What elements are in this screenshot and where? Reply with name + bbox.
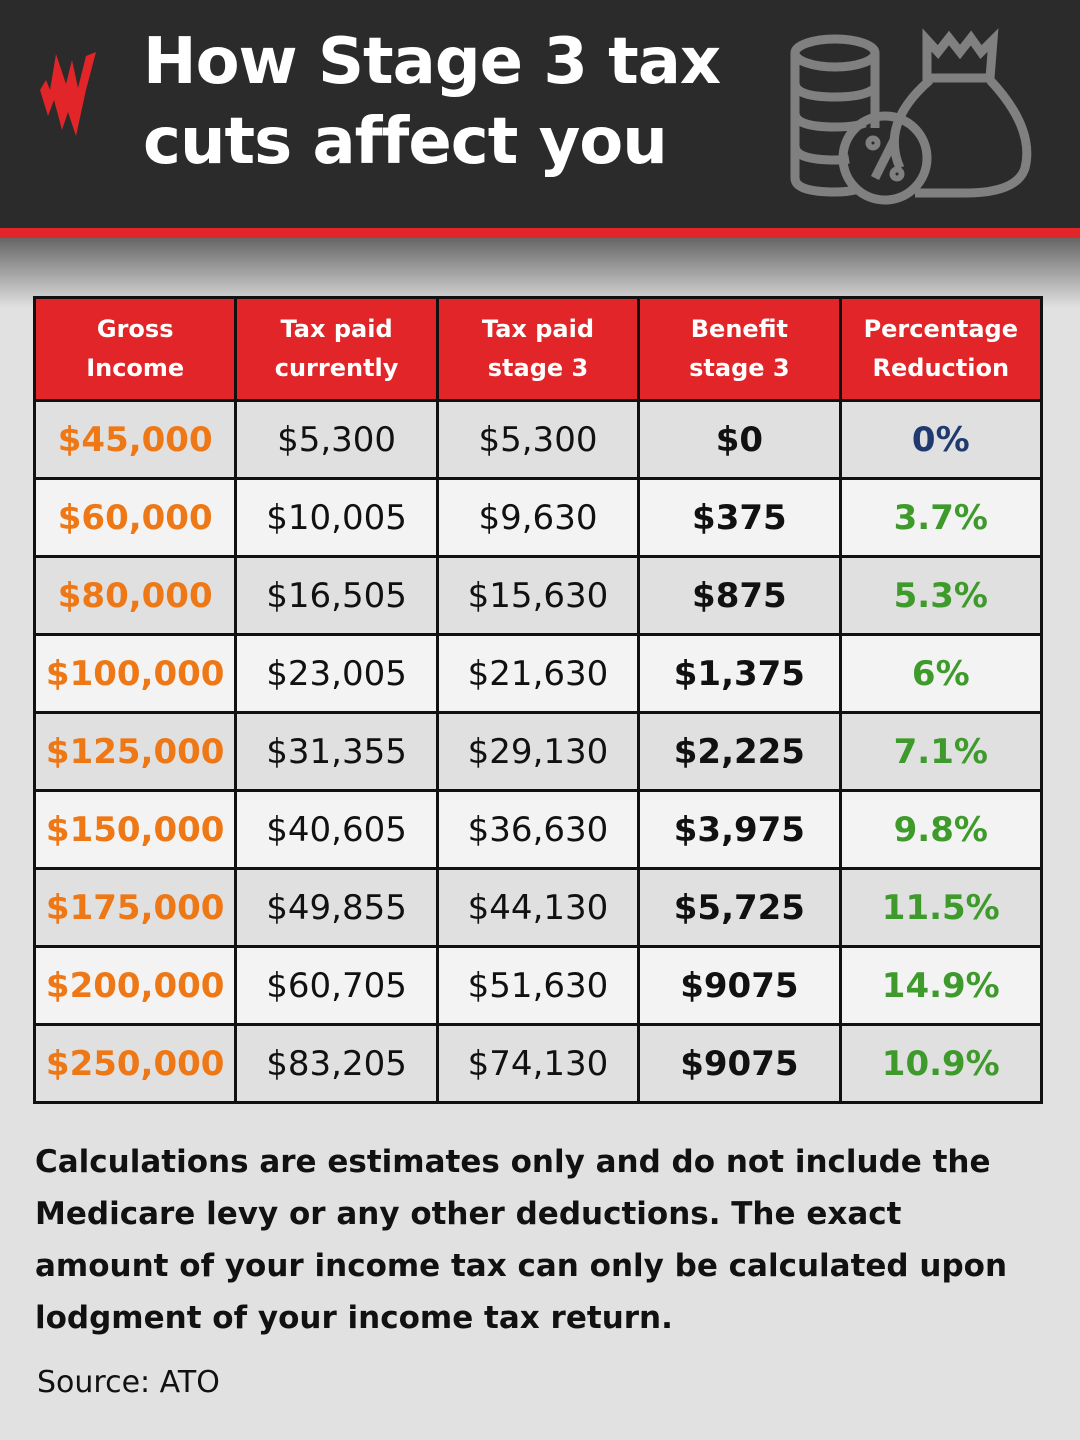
sbs-logo-icon <box>38 50 100 138</box>
column-header-line: Tax paid <box>280 315 393 343</box>
percentage-cell: 9.8% <box>840 791 1041 869</box>
percentage-cell: 6% <box>840 635 1041 713</box>
tax-current-cell: $23,005 <box>236 635 437 713</box>
benefit-cell: $3,975 <box>639 791 840 869</box>
table-header-row <box>35 298 1042 401</box>
tax-stage3-cell: $44,130 <box>437 869 638 947</box>
percentage-cell: 7.1% <box>840 713 1041 791</box>
benefit-cell: $2,225 <box>639 713 840 791</box>
title-line-2: cuts affect you <box>143 105 667 179</box>
tax-stage3-cell: $5,300 <box>437 401 638 479</box>
table-row <box>35 479 1042 557</box>
percentage-cell: 14.9% <box>840 947 1041 1025</box>
column-header-line: stage 3 <box>487 354 589 382</box>
tax-stage3-cell: $15,630 <box>437 557 638 635</box>
percentage-cell: 0% <box>840 401 1041 479</box>
tax-current-cell: $60,705 <box>236 947 437 1025</box>
tax-stage3-cell: $36,630 <box>437 791 638 869</box>
disclaimer-note: Calculations are estimates only and do not include the Medicare levy or any other deductions. The exact amount of your income tax can only be calculated upon lodgment of your income tax return. <box>35 1144 1008 1336</box>
title-line-1: How Stage 3 tax <box>143 25 721 99</box>
tax-current-cell: $5,300 <box>236 401 437 479</box>
tax-current-cell: $49,855 <box>236 869 437 947</box>
gross-income-cell: $45,000 <box>35 401 236 479</box>
benefit-cell: $9075 <box>639 947 840 1025</box>
column-header-line: Income <box>86 354 185 382</box>
column-header-line: Gross <box>96 315 174 343</box>
column-header-line: Benefit <box>690 315 788 343</box>
coins-money-bag-icon <box>785 28 1035 208</box>
percentage-cell: 10.9% <box>840 1025 1041 1103</box>
column-header <box>236 298 437 401</box>
benefit-cell: $5,725 <box>639 869 840 947</box>
benefit-cell: $1,375 <box>639 635 840 713</box>
tax-stage3-cell: $21,630 <box>437 635 638 713</box>
tax-stage3-cell: $9,630 <box>437 479 638 557</box>
column-header-line: stage 3 <box>689 354 790 382</box>
table-row <box>35 635 1042 713</box>
table-row <box>35 869 1042 947</box>
gross-income-cell: $100,000 <box>35 635 236 713</box>
gross-income-cell: $200,000 <box>35 947 236 1025</box>
benefit-cell: $9075 <box>639 1025 840 1103</box>
column-header <box>840 298 1041 401</box>
percentage-cell: 5.3% <box>840 557 1041 635</box>
table-row <box>35 1025 1042 1103</box>
gross-income-cell: $150,000 <box>35 791 236 869</box>
gross-income-cell: $175,000 <box>35 869 236 947</box>
tax-current-cell: $10,005 <box>236 479 437 557</box>
source-label: Source: ATO <box>37 1365 220 1400</box>
column-header-line: Percentage <box>863 315 1018 343</box>
tax-cuts-table <box>33 296 1043 1104</box>
gross-income-cell: $60,000 <box>35 479 236 557</box>
percentage-cell: 3.7% <box>840 479 1041 557</box>
benefit-cell: $0 <box>639 401 840 479</box>
gross-income-cell: $125,000 <box>35 713 236 791</box>
tax-current-cell: $40,605 <box>236 791 437 869</box>
benefit-cell: $375 <box>639 479 840 557</box>
table-row <box>35 791 1042 869</box>
column-header <box>35 298 236 401</box>
tax-stage3-cell: $29,130 <box>437 713 638 791</box>
tax-current-cell: $83,205 <box>236 1025 437 1103</box>
benefit-cell: $875 <box>639 557 840 635</box>
tax-stage3-cell: $51,630 <box>437 947 638 1025</box>
column-header-line: currently <box>274 354 399 382</box>
accent-stripe <box>0 228 1080 238</box>
page-title <box>143 22 720 182</box>
column-header-line: Tax paid <box>481 315 595 343</box>
table-row <box>35 557 1042 635</box>
tax-current-cell: $16,505 <box>236 557 437 635</box>
gross-income-cell: $250,000 <box>35 1025 236 1103</box>
gross-income-cell: $80,000 <box>35 557 236 635</box>
table-row <box>35 713 1042 791</box>
column-header <box>437 298 638 401</box>
tax-stage3-cell: $74,130 <box>437 1025 638 1103</box>
column-header-line: Reduction <box>872 354 1010 382</box>
table-row <box>35 401 1042 479</box>
column-header <box>639 298 840 401</box>
tax-current-cell: $31,355 <box>236 713 437 791</box>
percentage-cell: 11.5% <box>840 869 1041 947</box>
table-row <box>35 947 1042 1025</box>
